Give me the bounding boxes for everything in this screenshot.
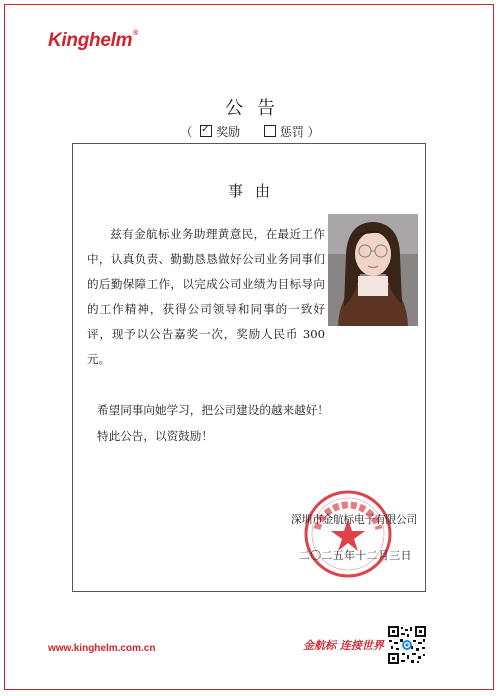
logo-text: Kinghelm: [48, 30, 133, 51]
notice-type-row: [0, 123, 500, 140]
employee-photo: [328, 214, 418, 326]
registered-mark: ®: [133, 30, 139, 37]
notice-title: 公告: [225, 98, 289, 119]
closing-line-1: 希望同事向她学习，把公司建设的越来越好！: [97, 403, 329, 417]
punish-label: 惩罚: [279, 125, 304, 139]
checkbox-checked-icon: ✓: [201, 124, 210, 135]
company-seal-icon: [303, 489, 393, 579]
reason-title: 事由: [227, 182, 282, 200]
kinghelm-logo: [48, 30, 138, 52]
notice-content-box: [72, 143, 426, 592]
company-slogan: 金航标 连接世界: [303, 639, 384, 652]
punish-checkbox[interactable]: [264, 125, 276, 137]
qr-code-icon: [387, 625, 427, 665]
type-open-paren: （: [180, 125, 193, 139]
closing-line-2: 特此公告，以资鼓励！: [97, 429, 213, 443]
reward-label: 奖励: [216, 125, 241, 139]
notice-body: [87, 222, 325, 372]
website-link[interactable]: www.kinghelm.com.cn: [48, 643, 156, 654]
notice-paragraph: 兹有金航标业务助理黄意民，在最近工作中，认真负责、勤勤恳恳做好公司业务同事们的后勤保障工作，以完成公司业绩为目标导向的工作精神，获得公司领导和同事的一致好评，现予以公告嘉奖一次，奖励人民币 300 元。: [87, 227, 325, 366]
notice-date: 二〇二五年十二月三日: [299, 549, 412, 562]
reward-checkbox[interactable]: [200, 125, 212, 137]
type-close-paren: ）: [307, 125, 320, 139]
company-name: 深圳市金航标电子有限公司: [291, 513, 417, 526]
